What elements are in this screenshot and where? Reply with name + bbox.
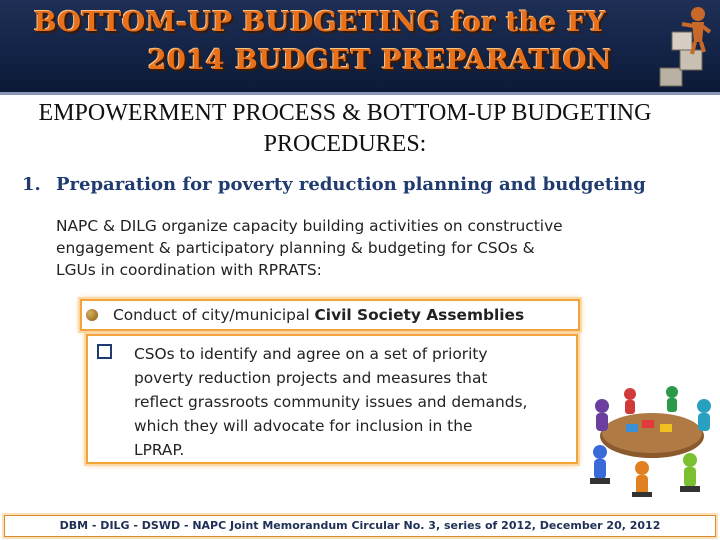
subbullet-line-1: CSOs to identify and agree on a set of priority bbox=[134, 345, 488, 363]
meeting-person-7 bbox=[683, 453, 697, 487]
point-text: Preparation for poverty reduction planning and budgeting bbox=[56, 174, 646, 195]
subbullet-text bbox=[134, 342, 574, 462]
bullet-dot-icon bbox=[86, 309, 98, 321]
subbullet-line-2: poverty reduction projects and measures that bbox=[134, 369, 488, 387]
title-line-2: 2014 BUDGET PREPARATION bbox=[147, 45, 613, 76]
meeting-person-4 bbox=[697, 399, 711, 431]
description-line-2: engagement & participatory planning & budgeting for CSOs & bbox=[56, 239, 535, 257]
slide-title bbox=[0, 4, 640, 80]
meeting-person-3 bbox=[666, 386, 678, 412]
title-line-1: BOTTOM-UP BUDGETING for the FY bbox=[33, 7, 607, 38]
title-banner bbox=[0, 0, 720, 92]
description-line-3: LGUs in coordination with RPRATS: bbox=[56, 261, 322, 279]
meeting-person-1 bbox=[595, 399, 609, 431]
banner-divider bbox=[0, 92, 720, 95]
meeting-person-5 bbox=[593, 445, 607, 479]
meeting-table-people-icon bbox=[580, 376, 720, 498]
subbullet-line-3: reflect grassroots community issues and demands, bbox=[134, 393, 528, 411]
footer-citation: DBM - DILG - DSWD - NAPC Joint Memorandum Circular No. 3, series of 2012, December 20, 2012 bbox=[4, 515, 716, 537]
heading-line-1: EMPOWERMENT PROCESS & BOTTOM-UP BUDGETING bbox=[38, 100, 652, 126]
bullet-text bbox=[113, 306, 524, 324]
point-number: 1. bbox=[22, 174, 41, 195]
subbullet-line-5: LPRAP. bbox=[134, 441, 185, 459]
heading-line-2: PROCEDURES: bbox=[263, 131, 427, 157]
bullet-text-bold: Civil Society Assemblies bbox=[314, 306, 525, 324]
description-line-1: NAPC & DILG organize capacity building activities on constructive bbox=[56, 217, 563, 235]
section-heading bbox=[0, 98, 690, 160]
description-paragraph bbox=[56, 215, 636, 281]
numbered-point-1 bbox=[22, 174, 712, 195]
checkbox-bullet-icon bbox=[97, 344, 112, 359]
stacking-blocks-figure-icon bbox=[652, 2, 714, 90]
meeting-person-2 bbox=[624, 388, 636, 414]
bullet-box-civil-society bbox=[80, 299, 580, 331]
meeting-person-6 bbox=[635, 461, 649, 495]
bullet-text-plain: Conduct of city/municipal bbox=[113, 306, 315, 324]
subbullet-line-4: which they will advocate for inclusion in the bbox=[134, 417, 473, 435]
subbullet-box-csos bbox=[86, 334, 578, 464]
